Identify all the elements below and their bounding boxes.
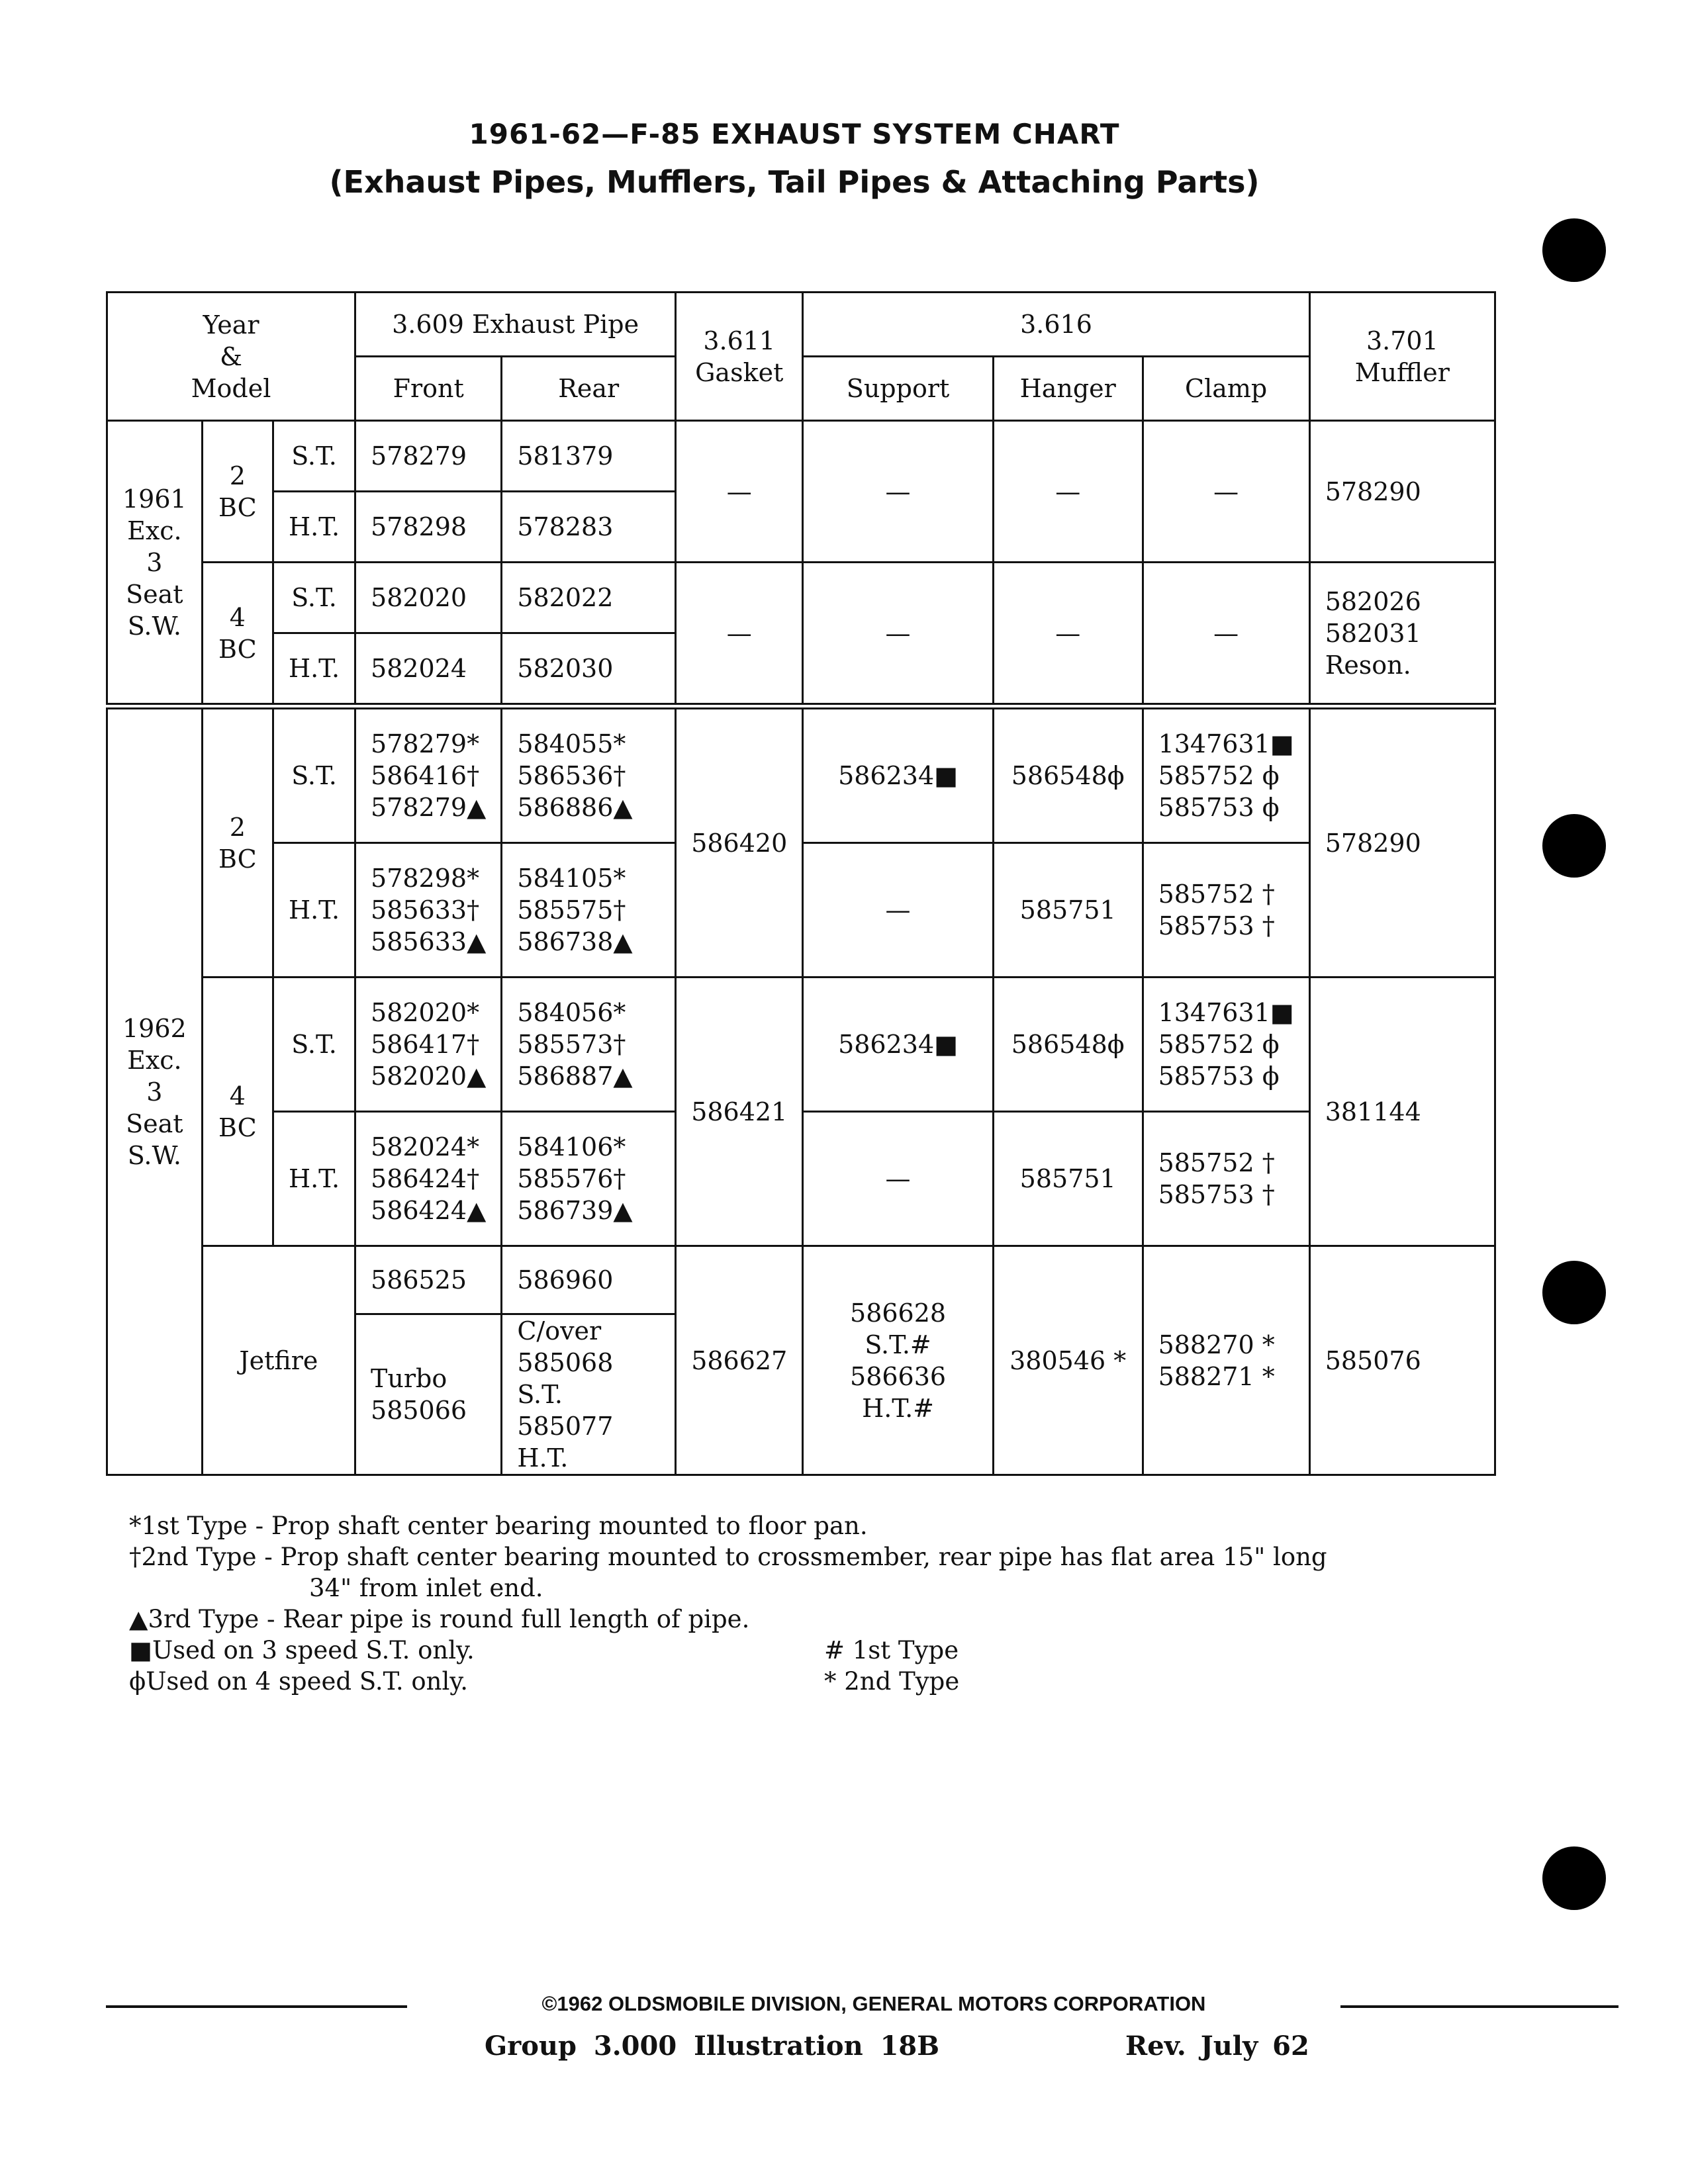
hanger-cell: 586548ϕ	[993, 978, 1143, 1112]
table-row	[107, 563, 1495, 633]
body-type-cell: S.T.	[273, 978, 355, 1112]
year-1962-cell: 1962 Exc. 3 Seat S.W.	[107, 706, 203, 1475]
body-type-cell: H.T.	[273, 1112, 355, 1246]
front-pipe-cell: 582020* 586417† 582020▲	[355, 978, 502, 1112]
clamp-cell: 1347631■ 585752 ϕ 585753 ϕ	[1143, 978, 1309, 1112]
footnote: ■Used on 3 speed S.T. only.	[129, 1636, 475, 1664]
hanger-cell: 585751	[993, 843, 1143, 978]
binder-hole-4	[1542, 1846, 1606, 1910]
muffler-cell: 585076	[1309, 1246, 1495, 1475]
binder-hole-3	[1542, 1261, 1606, 1324]
front-pipe-cell: 582024* 586424† 586424▲	[355, 1112, 502, 1246]
rear-pipe-cell: 584106* 585576† 586739▲	[502, 1112, 676, 1246]
group-illustration-label: Group 3.000 Illustration 18B	[485, 2030, 940, 2062]
type-legend	[824, 1635, 959, 1697]
rear-pipe-cell: C/over 585068 S.T. 585077 H.T.	[502, 1314, 676, 1475]
gasket-cell: 586627	[676, 1246, 803, 1475]
front-pipe-cell: 578279* 586416† 578279▲	[355, 706, 502, 843]
binder-hole-2	[1542, 814, 1606, 878]
footer-rule-left	[106, 2005, 407, 2008]
chart-title: 1961-62—F-85 EXHAUST SYSTEM CHART	[469, 118, 1120, 150]
year-1961-cell: 1961 Exc. 3 Seat S.W.	[107, 421, 203, 707]
footnote: 34" from inlet end.	[309, 1574, 543, 1602]
rear-pipe-cell: 584055* 586536† 586886▲	[502, 706, 676, 843]
bc-2-cell: 2 BC	[202, 706, 273, 978]
legend-first-type: # 1st Type	[824, 1636, 959, 1664]
support-cell: 586234■	[803, 978, 994, 1112]
support-cell: —	[803, 421, 994, 563]
muffler-cell: 381144	[1309, 978, 1495, 1246]
footnote: †2nd Type - Prop shaft center bearing mounted to crossmember, rear pipe has flat area 15" long	[129, 1543, 1327, 1571]
chart-subtitle: (Exhaust Pipes, Mufflers, Tail Pipes & Attaching Parts)	[329, 164, 1260, 200]
copyright-line: ©1962 OLDSMOBILE DIVISION, GENERAL MOTORS CORPORATION	[541, 1992, 1206, 2015]
footer-rule-right	[1340, 2005, 1618, 2008]
table-row	[107, 1246, 1495, 1314]
rear-pipe-cell: 582030	[502, 633, 676, 707]
hanger-cell: —	[993, 563, 1143, 707]
year-model-header: Year & Model	[107, 293, 355, 421]
exhaust-system-table	[106, 291, 1496, 1476]
front-pipe-cell: 582020	[355, 563, 502, 633]
hanger-cell: —	[993, 421, 1143, 563]
gasket-cell: 586421	[676, 978, 803, 1246]
clamp-cell: 585752 † 585753 †	[1143, 843, 1309, 978]
front-pipe-cell: Turbo 585066	[355, 1314, 502, 1475]
hanger-cell: 585751	[993, 1112, 1143, 1246]
gasket-cell: —	[676, 421, 803, 563]
muffler-cell: 578290	[1309, 421, 1495, 563]
hanger-cell: 586548ϕ	[993, 706, 1143, 843]
body-type-cell: H.T.	[273, 492, 355, 563]
front-pipe-cell: 582024	[355, 633, 502, 707]
table-row	[107, 978, 1495, 1112]
body-type-cell: H.T.	[273, 843, 355, 978]
footnote: ▲3rd Type - Rear pipe is round full length of pipe.	[129, 1605, 750, 1633]
hanger-cell: 380546 *	[993, 1246, 1143, 1475]
rear-pipe-cell: 582022	[502, 563, 676, 633]
front-header: Front	[355, 357, 502, 421]
rear-pipe-cell: 584105* 585575† 586738▲	[502, 843, 676, 978]
support-cell: —	[803, 843, 994, 978]
bc-4-cell: 4 BC	[202, 563, 273, 707]
rear-header: Rear	[502, 357, 676, 421]
muffler-header: 3.701 Muffler	[1309, 293, 1495, 421]
clamp-cell: 1347631■ 585752 ϕ 585753 ϕ	[1143, 706, 1309, 843]
binder-hole-1	[1542, 218, 1606, 282]
clamp-cell: —	[1143, 563, 1309, 707]
bc-4-cell: 4 BC	[202, 978, 273, 1246]
support-cell: 586234■	[803, 706, 994, 843]
clamp-cell: —	[1143, 421, 1309, 563]
body-type-cell: H.T.	[273, 633, 355, 707]
revision-label: Rev. July 62	[1125, 2030, 1309, 2062]
header-row-1	[107, 293, 1495, 357]
support-cell: 586628 S.T.# 586636 H.T.#	[803, 1246, 994, 1475]
rear-pipe-cell: 586960	[502, 1246, 676, 1314]
body-type-cell: S.T.	[273, 421, 355, 492]
front-pipe-cell: 578298	[355, 492, 502, 563]
clamp-cell: 588270 * 588271 *	[1143, 1246, 1309, 1475]
footnote: ϕUsed on 4 speed S.T. only.	[129, 1667, 469, 1696]
exhaust-pipe-header: 3.609 Exhaust Pipe	[355, 293, 676, 357]
footnotes	[129, 1510, 1327, 1697]
gasket-cell: —	[676, 563, 803, 707]
jetfire-cell: Jetfire	[202, 1246, 355, 1475]
gasket-header: 3.611 Gasket	[676, 293, 803, 421]
table-row	[107, 706, 1495, 843]
bc-2-cell: 2 BC	[202, 421, 273, 563]
hanger-header: Hanger	[993, 357, 1143, 421]
support-cell: —	[803, 563, 994, 707]
group-3616-header: 3.616	[803, 293, 1309, 357]
legend-second-type: * 2nd Type	[824, 1667, 960, 1696]
front-pipe-cell: 586525	[355, 1246, 502, 1314]
table-row	[107, 421, 1495, 492]
gasket-cell: 586420	[676, 706, 803, 978]
rear-pipe-cell: 581379	[502, 421, 676, 492]
body-type-cell: S.T.	[273, 563, 355, 633]
clamp-cell: 585752 † 585753 †	[1143, 1112, 1309, 1246]
muffler-cell: 582026 582031 Reson.	[1309, 563, 1495, 707]
support-header: Support	[803, 357, 994, 421]
footnote: *1st Type - Prop shaft center bearing mounted to floor pan.	[129, 1512, 868, 1540]
rear-pipe-cell: 578283	[502, 492, 676, 563]
front-pipe-cell: 578298* 585633† 585633▲	[355, 843, 502, 978]
body-type-cell: S.T.	[273, 706, 355, 843]
muffler-cell: 578290	[1309, 706, 1495, 978]
support-cell: —	[803, 1112, 994, 1246]
front-pipe-cell: 578279	[355, 421, 502, 492]
clamp-header: Clamp	[1143, 357, 1309, 421]
rear-pipe-cell: 584056* 585573† 586887▲	[502, 978, 676, 1112]
